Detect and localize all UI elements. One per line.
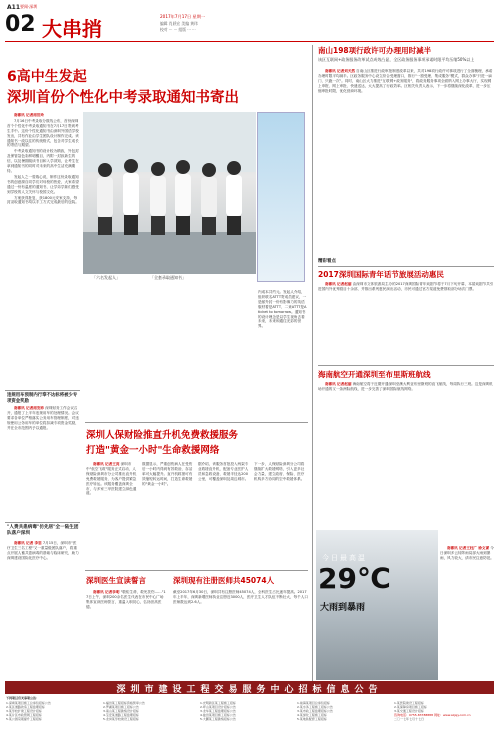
section-divider <box>85 422 308 423</box>
proof-line: 校对 ··· ··· 组版 ··· ··· <box>160 27 196 32</box>
gov-byline: 南都讯 记者刘天然 <box>325 69 356 73</box>
classifieds-col-3 <box>200 701 292 721</box>
gov-body <box>318 69 493 212</box>
classified-entry: 2.某水务工程施工招标公告 <box>297 705 333 710</box>
classified-contact: 咨询电话：0755-83788888 网址：www.szjsjy.com.cn <box>394 713 471 718</box>
side-story-2-text: 7月15日，深圳市"医疗卫生三名工程"又一重量级团队落户，将重点开展人畜共患病毒的基础与临床研究，助力深圳建设国际化医疗中心。 <box>7 541 79 560</box>
side-story-2-headline: "人费共患病毒"仿先居"全一陆生团队落户深圳 <box>7 525 79 536</box>
insurance-col-3: 据介绍，该服务首批投入两架专业救援直升机，配备专业医护人员和急救设备，救援半径达200公里，可覆盖深圳及周边城市。 <box>198 462 249 481</box>
airline-byline: 南都讯 记者赵丽 <box>325 382 352 386</box>
insurance-col-1 <box>86 462 138 562</box>
column-divider <box>5 390 80 391</box>
weather-desc: 大雨到暴雨 <box>320 603 366 613</box>
classified-date: 二〇一七年七月十七日 <box>394 717 425 722</box>
classified-entry: 3.龙华某工程监理招标公告 <box>200 709 236 714</box>
weather-body <box>440 546 494 680</box>
drama-byline: 南都讯 记者赵丽 <box>325 282 352 286</box>
classified-entry: 4.某绿化工程施工招标 <box>297 713 327 718</box>
insurance-col-2: 数据显示，严重创伤病人在受伤后一小时内得到有效救治，存活率可大幅提升。直升机救援可有效缩短转运时间，打造生命救援的"黄金一小时"。 <box>142 462 193 486</box>
airline-text: 海南航空将于近期开通深圳至澳大利亚布里斯班的直飞航线，每周执行三班。这是深圳机场开通的又一条洲际航线，进一步完善了深圳国际航线网络。 <box>318 382 493 391</box>
notification-letter-photo <box>257 112 305 282</box>
drama-headline: 2017深圳国际青年话节旅展活动惠民 <box>318 270 444 279</box>
side-story-2-byline: 南都讯 记者 李思 <box>14 541 42 545</box>
side-story-1-headline: 违规用车预制内行奉不达标将被少专项资金奖励 <box>7 393 78 404</box>
section-label: 要闻·深圳 <box>20 4 38 9</box>
insurance-subhead: 打造"黄金一小时"生命救援网络 <box>86 445 220 456</box>
volunteer-body <box>86 590 166 680</box>
classified-entry: 1.深圳某项目施工总承包招标公告 <box>6 701 51 705</box>
lead-byline: 南都讯 记者周世玲 <box>14 113 45 117</box>
weather-text: 今日深圳多云转阵雨局部大雨到暴雨，风力较大，请市民注意防范。 <box>440 546 494 560</box>
lead-photo <box>83 112 256 274</box>
classified-entry: 2.坪山某项目设计招标公告 <box>200 705 236 710</box>
column-divider <box>312 45 313 681</box>
section-divider <box>85 570 308 571</box>
classified-entry: 3.某学校扩建工程设计招标 <box>6 709 42 714</box>
lead-body <box>7 113 79 323</box>
classified-entry: 5.某公园景观提升工程招标 <box>6 717 42 722</box>
lead-paragraph: 方案获得批复，获1800元安家支持，每封录取通知书均以手工方式完成最后的包装。 <box>7 195 79 205</box>
classified-entry: 2.某保障房项目施工招标 <box>394 705 427 710</box>
classified-entry: 4.盐田某项目施工招标公告 <box>200 713 236 718</box>
classifieds <box>5 696 494 748</box>
section-number: 02 <box>5 12 36 37</box>
classified-entry: 1.前海某项目总承包招标 <box>297 701 330 705</box>
page-number: A11 <box>7 4 20 11</box>
weather-byline: 南都讯 记者王柱广 徐文谋 <box>447 546 490 550</box>
classified-entry: 4.宝安某道路工程监理招标 <box>103 713 139 718</box>
lead-photo-caption-right: 「全套录取通知书」 <box>150 275 186 280</box>
births-body: 截至2017年6月30日，深圳共有注册医师45074人，全科医生占比逐年提高。2017年上半年，深圳新增医师执业注册近3000人，医疗卫生人才队伍不断壮大，每千人口医师数达到2.6人。 <box>173 590 308 604</box>
volunteer-headline: 深圳医生宣读誓言 <box>86 576 146 585</box>
classifieds-col-5 <box>394 701 493 721</box>
volunteer-text: "敬佑生命，救死扶伤……"17日上午，深圳200余名医生代表在市民中心广场集体宣读医师誓言，重温入职初心，弘扬崇高医德。 <box>86 590 166 609</box>
lead-paragraph: 发起人之一曾瑞心说，制作这份录取通知书的创意源自同学们对母校的热爱，大家希望通过一份有温度的通知书，让学弟学妹们感受到学校的人文关怀与校园文化。 <box>7 174 79 194</box>
column-divider <box>5 522 80 523</box>
insurance-byline: 南都讯 记者王亮 <box>93 462 120 466</box>
classified-entry: 4.某片区市政管网工程招标 <box>6 713 42 718</box>
date-line: 2017年7月17日 星期一 <box>160 14 206 19</box>
gov-headline: 南山198项行政许可办理用时减半 <box>318 46 432 55</box>
insurance-text: 深圳市中"低空飞救"服务正式启动，人保财险深圳市分公司推出直升机免费救援服务，为客户提供紧急医疗转运。该服务覆盖深圳全市，与多家三甲医院建立绿色通道。 <box>86 462 137 496</box>
classifieds-col-1 <box>6 701 98 721</box>
section-divider <box>318 266 494 267</box>
classified-entry: 2.某区道路改造工程监理招标 <box>6 705 45 710</box>
classified-entry: 5.龙岗某学校建设工程招标 <box>103 717 139 722</box>
insurance-headline: 深圳人保财险推直升机免费救援服务 <box>86 430 239 441</box>
classified-entry: 1.福田某工程招标资格预审公告 <box>103 701 145 705</box>
births-headline: 深圳现有注册医师共45074人 <box>173 576 275 585</box>
classified-entry: 3.某交通工程设计招标 <box>394 709 424 714</box>
lead-kicker: 6高中生发起 <box>7 69 87 85</box>
airline-headline: 海南航空开通深圳至布里斯班航线 <box>318 370 431 379</box>
classified-entry: 3.某市政工程监理招标公告 <box>297 709 333 714</box>
airline-body <box>318 382 494 462</box>
lead-continued: 内成本共约元。发起人介绍，组织联名ATTT寄成员建议，一是邮外封一份有影像力的英语版材着是ATTT、二来ATTT是A ticket to tomorrow。通知书的设计理念是以学生视角去看未来，未来和通往光彩的世界。 <box>258 290 307 329</box>
gov-text: 自南山区推进行政审批制度改革以来，共对198项行政许可事项进行了全面梳理，承诺办理时限平均减半。区政务服务中心设立综合受理窗口，推行"一窗受理、集成服务"模式，群众办事"只进一扇门、只跑一次"。同时，南山区大力推进"互联网+政务服务"，将政务服务事项全面纳入网上办事大厅，实现网上申报、网上审批、快递送达，大大提高了行政效率。区相关负责人表示，下一步将继续深化改革，进一步压缩审批时限，优化营商环境。 <box>318 69 493 93</box>
classified-entry: 3.南山某工程勘察设计招标 <box>103 709 139 714</box>
gov-subhead: 该区互联网+政务服务改革试点成效凸显，全区政务服务事项承诺时限平均压缩50%以上 <box>318 57 475 62</box>
volunteer-byline: 南都讯 记者李明 <box>93 590 120 594</box>
classified-entry: 5.大鹏某工程勘察招标公告 <box>200 717 236 722</box>
classifieds-col-4 <box>297 701 389 721</box>
classified-entry: 1.某医院建设工程招标 <box>394 701 424 705</box>
lead-paragraph: 中考录取通知书的设计较为精致，外包封及保管袋色彩鲜明醒目，内附一封致新生的信，以及暑期阅读书目和入学须知，让考生在拿到通知书的同时对未来的高中生活充满期待。 <box>7 149 79 173</box>
side-story-2-body <box>7 541 79 681</box>
drama-tag: 精彩看点 <box>318 259 336 264</box>
masthead-divider <box>5 41 494 42</box>
side-story-1-byline: 南都讯 记者周安沛 <box>14 406 45 410</box>
classified-entry: 5.某地铁配套工程招标 <box>297 717 327 722</box>
classifieds-header: 下列项目有关事项公告： <box>6 696 40 700</box>
drama-body <box>318 282 494 362</box>
lead-photo-caption-left: 「六名发起人」 <box>92 275 120 280</box>
drama-text: 由深圳市文体旅游局主办的2017深圳国际青年戏剧节将于7月下旬开幕，本届戏剧节共引进国内外优秀剧目十余部，并推出系列惠民演出活动，市民可通过官方渠道免费领取部分场次门票。 <box>318 282 494 291</box>
insurance-col-4: 下一步，人保财险深圳分公司将继续扩大救援网络，引入更多社会力量，建立政府、保险、医疗机构多方协同的空中救援体系。 <box>254 462 305 481</box>
classified-entry: 1.光明新区某工程施工招标 <box>200 701 236 705</box>
editor-line: 编辑 肖跃宏 美编 黄玮 <box>160 21 198 26</box>
ad-banner-title: 深圳市建设工程交易服务中心招标信息公告 <box>116 685 383 695</box>
lead-headline: 深圳首份个性化中考录取通知书寄出 <box>7 90 239 106</box>
classifieds-col-2 <box>103 701 195 721</box>
masthead <box>0 0 499 42</box>
section-title: 大串捎 <box>42 17 102 41</box>
section-divider <box>318 365 494 366</box>
classified-entry: 2.罗湖某项目施工招标公告 <box>103 705 139 710</box>
weather-label: 今日最高温 <box>322 554 367 562</box>
weather-temp: 29℃ <box>318 562 391 595</box>
students-photo-illustration <box>83 112 256 274</box>
side-story-1-body <box>7 406 79 486</box>
lead-paragraph: 7月16日中考录取分数线公布，首份深圳首个个性化中考录取通知书在7月17日寄到考生手中。这份个性化通知书由深圳外国语学校发出，共有作业由学生团队设计制作完成。该通知书一改以往的传统格式，包含对学生成长的寄语与期望。 <box>7 118 79 148</box>
side-story-1-text: 深圳财务工作会议召开，通报了上半年违规用车的处理情况。会议要求各单位严格落实公务用车管理制度，对违规使用公务用车的单位将扣减专项资金奖励，并在全市范围内予以通报。 <box>7 406 79 430</box>
